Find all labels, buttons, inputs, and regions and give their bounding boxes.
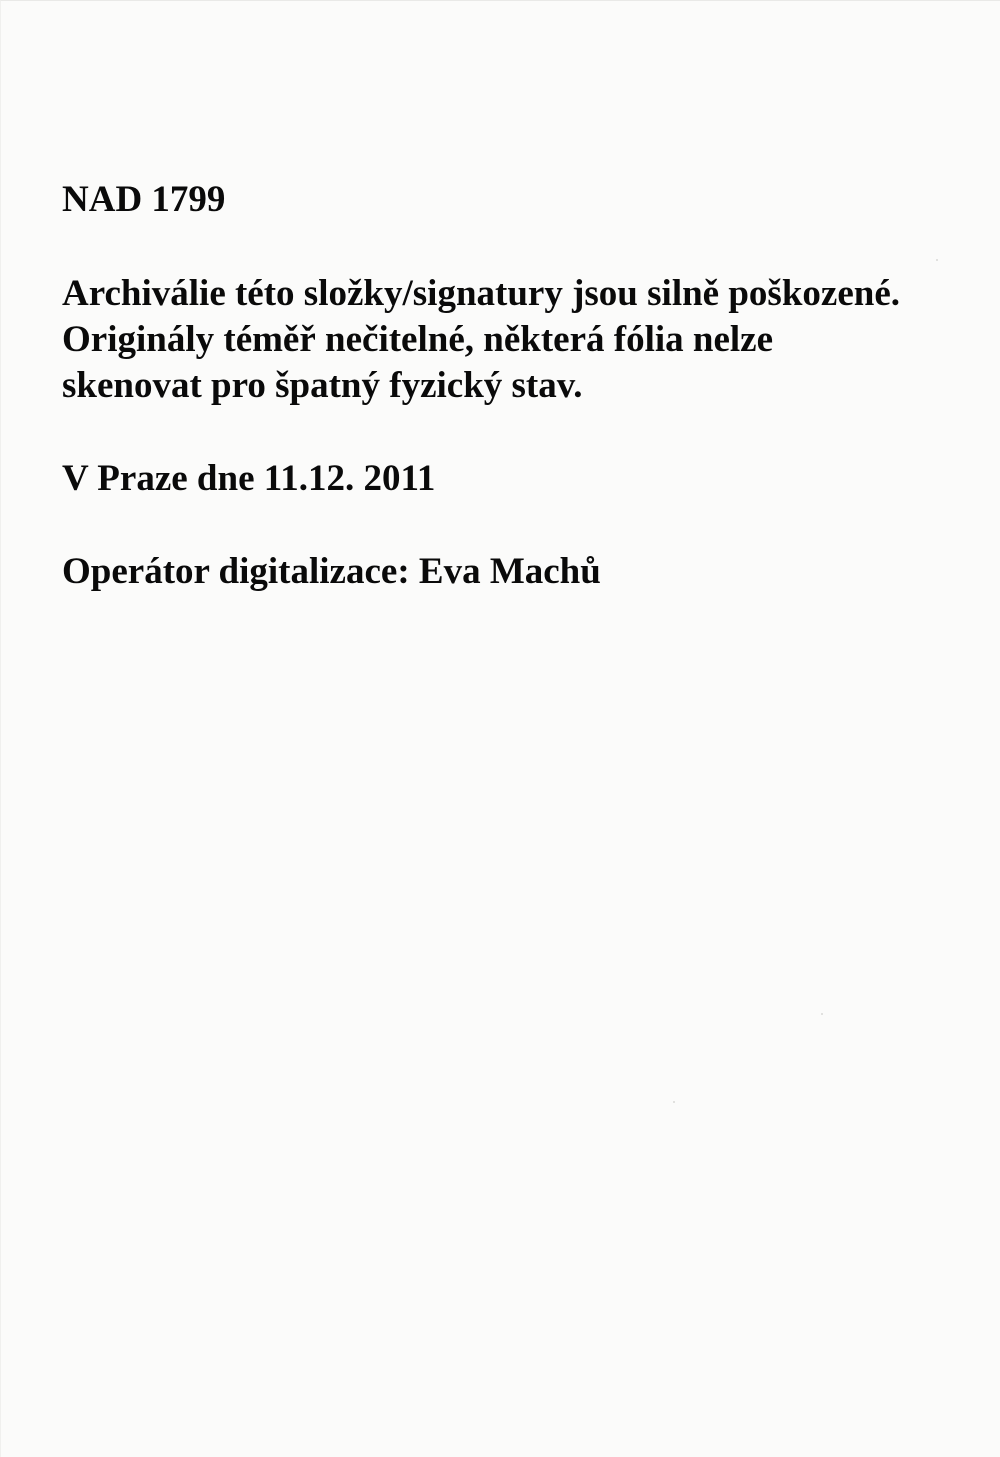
scan-speck [821,1013,823,1015]
paragraph-line: skenovat pro špatný fyzický stav. [62,365,583,406]
scan-speck [936,259,938,261]
paragraph-line: Originály téměř nečitelné, některá fólia nelze [62,319,774,360]
operator-line: Operátor digitalizace: Eva Machů [62,551,601,592]
document-header: NAD 1799 [62,179,226,220]
paragraph-line: Archiválie této složky/signatury jsou silně poškozené. [62,273,900,314]
scan-speck [673,1101,675,1103]
date-line: V Praze dne 11.12. 2011 [62,458,436,499]
